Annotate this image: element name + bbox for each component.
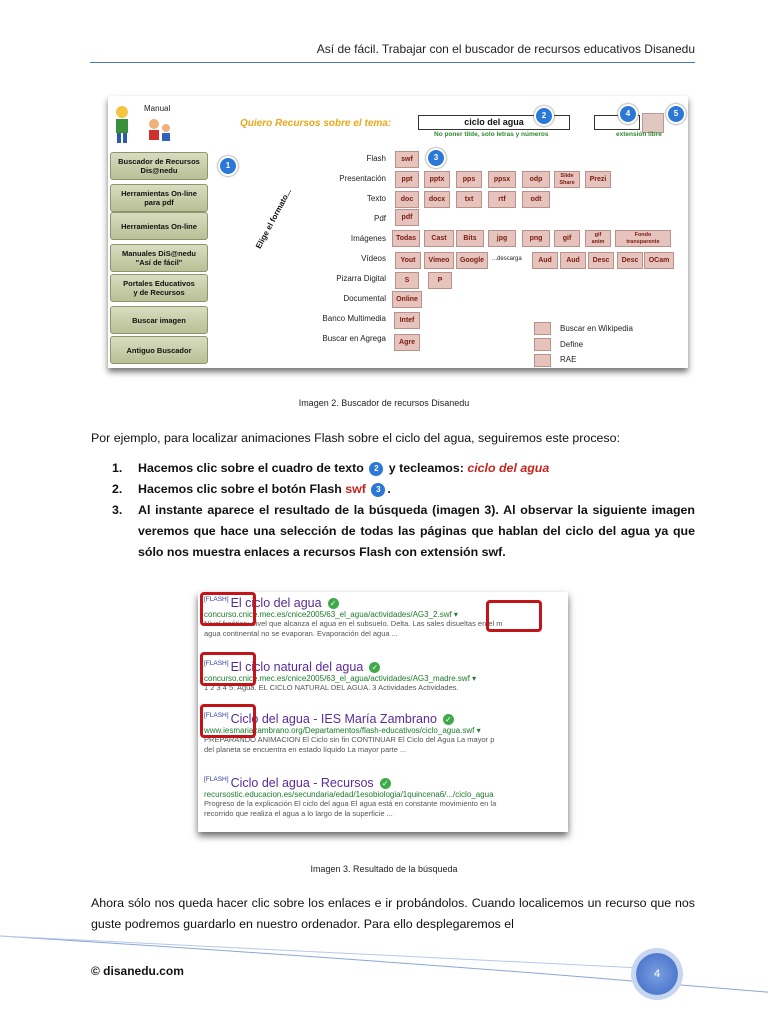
define-label: Define <box>560 340 584 349</box>
nav-herramientas-pdf[interactable]: Herramientas On-line para pdf <box>110 184 208 212</box>
highlight-box <box>200 592 256 626</box>
highlight-box <box>200 652 256 686</box>
format-button-txt[interactable]: txt <box>456 191 482 208</box>
format-button-img-png[interactable]: png <box>522 230 550 247</box>
step-1-badge: 2 <box>369 462 383 476</box>
step-2 <box>112 479 695 500</box>
result-snippet: Nivel freático: nivel que alcanza el agua en el subsuelo. Delta. Las sales disueltas en el m <box>204 619 503 628</box>
format-button-ocam[interactable]: OCam <box>644 252 674 269</box>
format-button-intef[interactable]: Intef <box>394 312 420 329</box>
manual-label: Manual <box>144 104 171 113</box>
format-button-ppsx[interactable]: ppsx <box>488 171 516 188</box>
format-button-img-bits[interactable]: Bits <box>456 230 484 247</box>
result-snippet: PREPARANDO ANIMACION El Ciclo sin fin CONTINUAR El Ciclo del Agua La mayor p <box>204 735 495 744</box>
step-1-emphasis: ciclo del agua <box>467 461 550 475</box>
badge-2: 2 <box>534 106 554 126</box>
format-button-prezi[interactable]: Prezi <box>585 171 611 188</box>
result-4 <box>204 776 568 819</box>
row-label-imagenes: Imágenes <box>350 234 386 243</box>
result-snippet: recorrido que realiza el agua a lo largo de la superficie ... <box>204 809 393 818</box>
extension-label: extensión libre <box>616 131 662 138</box>
row-label-videos: Vídeos <box>361 254 386 263</box>
row-label-pdf: Pdf <box>373 214 386 223</box>
format-button-video-youtube[interactable]: Yout <box>395 252 421 269</box>
nav-manuales[interactable]: Manuales DiS@nedu "Así de fácil" <box>110 244 208 272</box>
highlight-box <box>200 704 256 738</box>
running-header: Así de fácil. Trabajar con el buscador de recursos educativos Disanedu <box>316 42 695 56</box>
figure1-caption: Imagen 2. Buscador de recursos Disanedu <box>298 398 470 408</box>
step-3-text: Al instante aparece el resultado de la búsqueda (imagen 3). Al observar la siguiente imagen veremos que hace una selección de todas las páginas que hablan del ciclo del agua ya que sólo nos muestra enlaces a recursos Flash con extensión swf. <box>138 503 695 559</box>
badge-5: 5 <box>666 104 686 124</box>
nav-buscar-imagen[interactable]: Buscar imagen <box>110 306 208 334</box>
highlight-box <box>486 600 542 632</box>
check-icon: ✓ <box>443 714 454 725</box>
format-button-pdf[interactable]: pdf <box>395 209 419 226</box>
row-label-agrega: Buscar en Agrega <box>322 334 386 343</box>
format-button-img-gif-anim[interactable]: gif anim <box>585 230 611 247</box>
wikipedia-button[interactable] <box>534 322 551 335</box>
rae-label: RAE <box>560 355 577 364</box>
badge-1: 1 <box>218 156 238 176</box>
format-button-img-transparente[interactable]: Fondo transparente <box>615 230 671 247</box>
nav-portales[interactable]: Portales Educativos y de Recursos <box>110 274 208 302</box>
result-link[interactable]: El ciclo natural del agua <box>230 660 364 674</box>
row-label-texto: Texto <box>366 194 386 203</box>
check-icon: ✓ <box>369 662 380 673</box>
result-snippet: Progreso de la explicación El ciclo del agua El agua está en constante movimiento en la <box>204 799 497 808</box>
format-button-odp[interactable]: odp <box>522 171 550 188</box>
figure2-caption: Imagen 3. Resultado de la búsqueda <box>310 864 458 874</box>
format-button-odt[interactable]: odt <box>522 191 550 208</box>
format-button-ppt[interactable]: ppt <box>395 171 419 188</box>
step-1 <box>112 458 695 479</box>
result-link[interactable]: Ciclo del agua - Recursos <box>230 776 374 790</box>
search-hint: No poner tilde, solo letras y números <box>434 131 549 138</box>
step-3-num: 3. <box>112 503 123 517</box>
result-link[interactable]: El ciclo del agua <box>230 596 322 610</box>
intro-paragraph: Por ejemplo, para localizar animaciones Flash sobre el ciclo del agua, seguiremos este proceso: <box>91 431 620 445</box>
result-3 <box>204 712 568 755</box>
search-results-screenshot <box>198 592 568 832</box>
step-2-emphasis: swf <box>345 482 366 496</box>
copyright: © disanedu.com <box>91 964 184 978</box>
flash-tag: [FLASH] <box>204 660 229 667</box>
search-input[interactable]: ciclo del agua <box>418 115 570 130</box>
format-button-pptx[interactable]: pptx <box>424 171 450 188</box>
step-1-text: Hacemos clic sobre el cuadro de texto <box>138 461 364 475</box>
format-button-audio-1[interactable]: Aud <box>532 252 558 269</box>
check-icon: ✓ <box>380 778 391 789</box>
result-url[interactable]: www.iesmariazambrano.org/Departamentos/flash-educativos/ciclo_agua.swf ▾ <box>204 726 481 735</box>
extension-go-button[interactable] <box>642 113 664 133</box>
nav-buscador-recursos[interactable]: Buscador de Recursos Dis@nedu <box>110 152 208 180</box>
descarga-label: ...descarga <box>492 256 522 262</box>
step-1-num: 1. <box>112 461 123 475</box>
format-button-desc-2[interactable]: Desc <box>617 252 643 269</box>
step-2-badge: 3 <box>371 483 385 497</box>
format-button-doc[interactable]: doc <box>395 191 419 208</box>
step-2-num: 2. <box>112 482 123 496</box>
steps-list <box>112 458 695 563</box>
result-link[interactable]: Ciclo del agua - IES María Zambrano <box>230 712 437 726</box>
row-label-banco: Banco Multimedia <box>322 314 386 323</box>
badge-3: 3 <box>426 148 446 168</box>
step-2-text: Hacemos clic sobre el botón Flash <box>138 482 342 496</box>
format-button-video-vimeo[interactable]: Vimeo <box>424 252 454 269</box>
result-snippet: agua continental no se evaporan. Evaporación del agua ... <box>204 629 398 638</box>
format-button-video-google[interactable]: Google <box>456 252 488 269</box>
result-snippet: 1 2 3 4 5. Agua. EL CICLO NATURAL DEL AGUA. 3 Actividades Actividades. <box>204 683 459 692</box>
rae-button[interactable] <box>534 354 551 367</box>
format-button-img-todas[interactable]: Todas <box>392 230 420 247</box>
format-button-swf[interactable]: swf <box>395 151 419 168</box>
format-button-slideshare[interactable]: Slide Share <box>554 171 580 188</box>
format-button-img-cast[interactable]: Cast <box>424 230 454 247</box>
format-button-pizarra-p[interactable]: P <box>428 272 452 289</box>
format-button-desc-1[interactable]: Desc <box>588 252 614 269</box>
search-question: Quiero Recursos sobre el tema: <box>240 118 392 129</box>
define-button[interactable] <box>534 338 551 351</box>
format-button-audio-2[interactable]: Aud <box>560 252 586 269</box>
result-snippet: del planeta se encuentra en estado líquido La mayor parte ... <box>204 745 407 754</box>
row-label-pizarra: Pizarra Digital <box>336 274 386 283</box>
badge-4: 4 <box>618 104 638 124</box>
result-url[interactable]: recursostic.educacion.es/secundaria/edad/1esobiologia/1quincena6/.../ciclo_agua <box>204 790 494 799</box>
row-label-documental: Documental <box>343 294 386 303</box>
step-2-text-b: . <box>387 482 391 496</box>
format-button-pps[interactable]: pps <box>456 171 482 188</box>
result-2 <box>204 660 568 693</box>
format-rotated-label: Elige el formato... <box>254 187 294 251</box>
row-label-flash: Flash <box>366 154 386 163</box>
search-tool-screenshot <box>108 96 688 368</box>
step-1-text-b: y tecleamos: <box>388 461 464 475</box>
nav-herramientas-online[interactable]: Herramientas On-line <box>110 212 208 240</box>
header-rule <box>90 62 695 63</box>
flash-tag: [FLASH] <box>204 712 229 719</box>
flash-tag: [FLASH] <box>204 776 229 783</box>
format-button-docx[interactable]: docx <box>424 191 450 208</box>
check-icon: ✓ <box>328 598 339 609</box>
closing-paragraph: Ahora sólo nos queda hacer clic sobre los enlaces e ir probándolos. Cuando localicemos un recurso que nos guste podremos guardarlo en nuestro ordenador. Para ello desplegaremos el <box>91 896 695 931</box>
format-button-img-gif[interactable]: gif <box>554 230 580 247</box>
format-button-rtf[interactable]: rtf <box>488 191 516 208</box>
flash-tag: [FLASH] <box>204 596 229 603</box>
format-button-img-jpg[interactable]: jpg <box>488 230 516 247</box>
step-3 <box>112 500 695 563</box>
format-button-documental-online[interactable]: Online <box>392 291 422 308</box>
format-button-agrega[interactable]: Agre <box>394 334 420 351</box>
result-url[interactable]: concurso.cnice.mec.es/cnice2005/63_el_agua/actividades/AG3_madre.swf ▾ <box>204 674 477 683</box>
nav-antiguo-buscador[interactable]: Antiguo Buscador <box>110 336 208 364</box>
wikipedia-label: Buscar en Wikipedia <box>560 324 633 333</box>
format-button-pizarra-s[interactable]: S <box>395 272 419 289</box>
row-label-presentacion: Presentación <box>339 174 386 183</box>
result-url[interactable]: concurso.cnice.mec.es/cnice2005/63_el_agua/actividades/AG3_2.swf ▾ <box>204 610 458 619</box>
page-number: 4 <box>636 953 678 995</box>
